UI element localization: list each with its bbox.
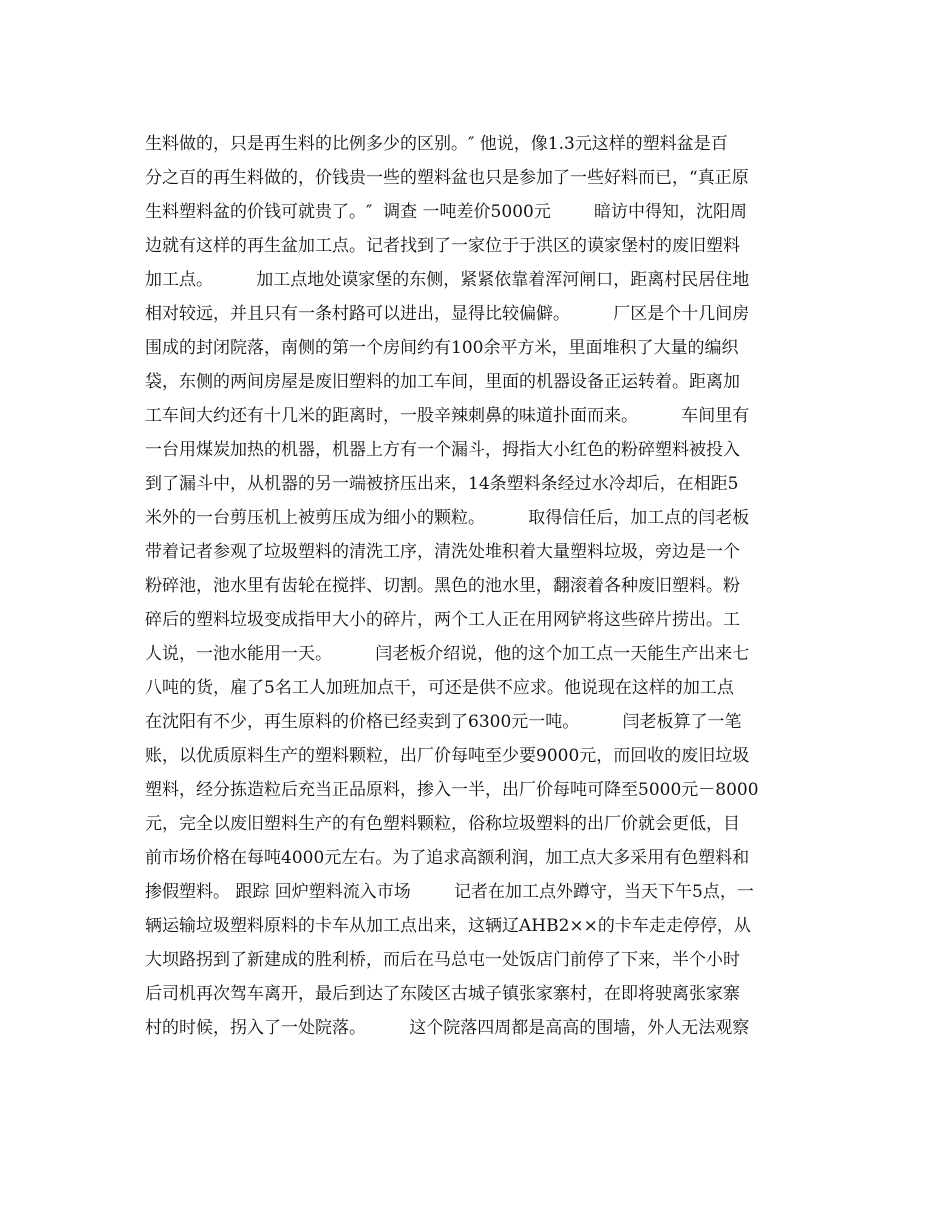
- text-line: 相对较远，并且只有一条村路可以进出，显得比较偏僻。 厂区是个十几间房: [145, 304, 750, 324]
- text-line: 账，以优质原料生产的塑料颗粒，出厂价每吨至少要9000元，而回收的废旧垃圾: [145, 746, 750, 766]
- text-line: 工车间大约还有十几米的距离时，一股辛辣刺鼻的味道扑面而来。 车间里有: [145, 406, 750, 426]
- text-line: 辆运输垃圾塑料原料的卡车从加工点出来，这辆辽AHB2××的卡车走走停停，从: [145, 916, 751, 936]
- text-line: 袋，东侧的两间房屋是废旧塑料的加工车间，里面的机器设备正运转着。距离加: [145, 372, 740, 392]
- text-line: 边就有这样的再生盆加工点。记者找到了一家位于于洪区的谟家堡村的废旧塑料: [145, 236, 740, 256]
- text-line: 碎后的塑料垃圾变成指甲大小的碎片，两个工人正在用网铲将这些碎片捞出。工: [145, 610, 740, 630]
- text-line: 后司机再次驾车离开，最后到达了东陵区古城子镇张家寨村，在即将驶离张家寨: [145, 984, 740, 1004]
- text-line: 生料做的，只是再生料的比例多少的区别。″ 他说，像1.3元这样的塑料盆是百: [145, 134, 728, 154]
- text-line: 村的时候，拐入了一处院落。 这个院落四周都是高高的围墙，外人无法观察: [145, 1018, 750, 1038]
- text-line: 一台用煤炭加热的机器，机器上方有一个漏斗，拇指大小红色的粉碎塑料被投入: [145, 440, 740, 460]
- text-line: 人说，一池水能用一天。 闫老板介绍说，他的这个加工点一天能生产出来七: [145, 644, 750, 664]
- text-line: 在沈阳有不少，再生原料的价格已经卖到了6300元一吨。 闫老板算了一笔: [145, 712, 742, 732]
- article-body: [145, 127, 825, 1045]
- text-line: 生料塑料盆的价钱可就贵了。″ 调查 一吨差价5000元 暗访中得知，沈阳周: [145, 202, 748, 222]
- text-line: 前市场价格在每吨4000元左右。为了追求高额利润，加工点大多采用有色塑料和: [145, 848, 750, 868]
- text-line: 粉碎池，池水里有齿轮在搅拌、切割。黑色的池水里，翻滚着各种废旧塑料。粉: [145, 576, 740, 596]
- text-line: 元，完全以废旧塑料生产的有色塑料颗粒，俗称垃圾塑料的出厂价就会更低，目: [145, 814, 740, 834]
- text-line: 八吨的货，雇了5名工人加班加点干，可还是供不应求。他说现在这样的加工点: [145, 678, 734, 698]
- text-line: 分之百的再生料做的，价钱贵一些的塑料盆也只是参加了一些好料而已，“真正原: [145, 168, 749, 188]
- text-line: 到了漏斗中，从机器的另一端被挤压出来，14条塑料条经过水冷却后，在相距5: [145, 474, 739, 494]
- text-line: 加工点。 加工点地处谟家堡的东侧，紧紧依靠着浑河闸口，距离村民居住地: [145, 270, 750, 290]
- text-line: 塑料，经分拣造粒后充当正品原料，掺入一半，出厂价每吨可降至5000元－8000: [145, 780, 759, 800]
- text-line: 带着记者参观了垃圾塑料的清洗工序，清洗处堆积着大量塑料垃圾，旁边是一个: [145, 542, 740, 562]
- text-line: 大坝路拐到了新建成的胜利桥，而后在马总屯一处饭店门前停了下来，半个小时: [145, 950, 740, 970]
- text-line: 围成的封闭院落，南侧的第一个房间约有100余平方米，里面堆积了大量的编织: [145, 338, 739, 358]
- text-line: 米外的一台剪压机上被剪压成为细小的颗粒。 取得信任后，加工点的闫老板: [145, 508, 750, 528]
- text-line: 掺假塑料。 跟踪 回炉塑料流入市场 记者在加工点外蹲守，当天下午5点，一: [145, 882, 754, 902]
